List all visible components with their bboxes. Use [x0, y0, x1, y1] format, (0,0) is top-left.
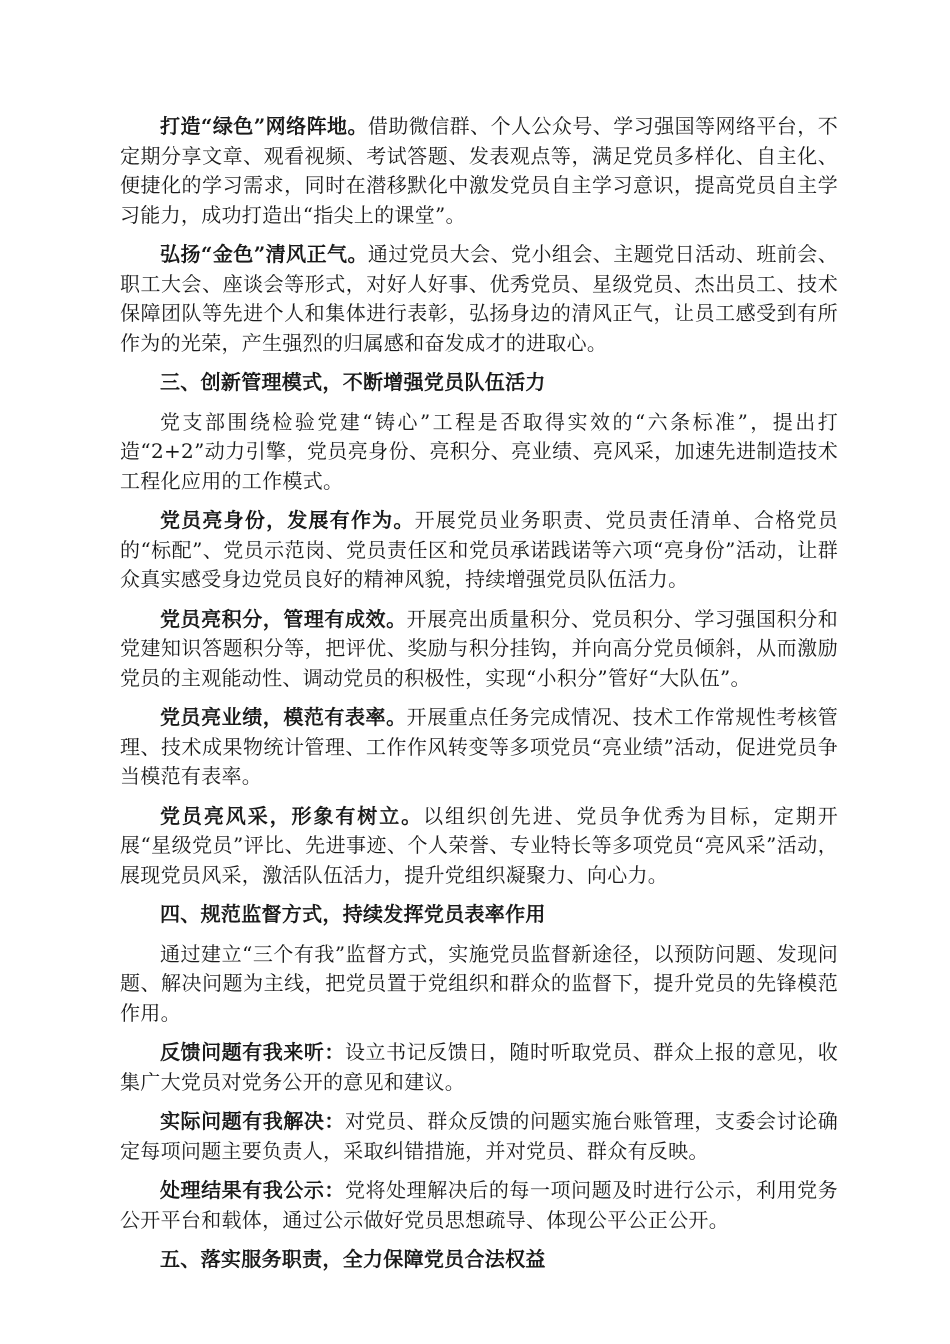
paragraph-result-publicize — [120, 1176, 838, 1235]
paragraph-show-identity — [120, 506, 838, 595]
paragraph-lead: 弘扬“金色”清风正气。 — [160, 242, 368, 266]
paragraph-text: 借助微信群、个人公众号、学习强国等网络平台，不定期分享文章、观看视频、考试答题、发表观点等，满足党员多样化、自主化、便捷化的学习需求，同时在潜移默化中激发党员自主学习意识，提高党员自主学习能力，成功打造出“指尖上的课堂”。 — [120, 114, 838, 227]
paragraph-feedback-listen — [120, 1038, 838, 1097]
paragraph-text: 党将处理解决后的每一项问题及时进行公示，利用党务公开平台和载体，通过公示做好党员思想疏导、体现公平公正公开。 — [120, 1178, 839, 1232]
paragraph-problem-solve — [120, 1107, 838, 1166]
paragraph-text: 开展党员业务职责、党员责任清单、合格党员的“标配”、党员示范岗、党员责任区和党员承诺践诺等六项“亮身份”活动，让群众真实感受身边党员良好的精神风貌，持续增强党员队伍活力。 — [120, 508, 838, 591]
paragraph-six-standards — [120, 408, 838, 497]
paragraph-text: 对党员、群众反馈的问题实施台账管理，支委会讨论确定每项问题主要负责人，采取纠错措施，并对党员、群众有反映。 — [120, 1109, 839, 1163]
paragraph-text: 开展重点任务完成情况、技术工作常规性考核管理、技术成果物统计管理、工作作风转变等多项党员“亮业绩”活动，促进党员争当模范有表率。 — [120, 705, 838, 788]
section-heading-4: 四、规范监督方式，持续发挥党员表率作用 — [160, 902, 546, 926]
paragraph-text: 开展亮出质量积分、党员积分、学习强国积分和党建知识答题积分等，把评优、奖励与积分挂钩，并向高分党员倾斜，从而激励党员的主观能动性、调动党员的积极性，实现“小积分”管好“大队伍”。 — [120, 606, 838, 690]
paragraph-text: 党支部围绕检验党建“铸心”工程是否取得实效的“六条标准”，提出打造“2+2”动力引擎，党员亮身份、亮积分、亮业绩、亮风采，加速先进制造技术工程化应用的工作模式。 — [120, 409, 838, 493]
section-heading-5: 五、落实服务职责，全力保障党员合法权益 — [160, 1247, 546, 1271]
paragraph-lead: 党员亮风采，形象有树立。 — [160, 803, 424, 828]
paragraph-text: 通过建立“三个有我”监督方式，实施党员监督新途径，以预防问题、发现问题、解决问题为主线，把党员置于党组织和群众的监督下，提升党员的先锋模范作用。 — [120, 941, 838, 1025]
paragraph-lead: 党员亮积分，管理有成效。 — [160, 606, 407, 631]
paragraph-golden-integrity — [120, 240, 838, 358]
section-heading-3: 三、创新管理模式，不断增强党员队伍活力 — [160, 370, 546, 394]
paragraph-show-points — [120, 605, 838, 694]
paragraph-text: 通过党员大会、党小组会、主题党日活动、班前会、职工大会、座谈会等形式，对好人好事、优秀党员、星级党员、杰出员工、技术保障团队等先进个人和集体进行表彰，弘扬身边的清风正气，让员工感受到有所作为的光荣，产生强烈的归属感和奋发成才的进取心。 — [120, 242, 838, 355]
paragraph-lead: 党员亮身份，发展有作为。 — [160, 508, 415, 532]
paragraph-lead: 实际问题有我解决： — [160, 1109, 345, 1133]
paragraph-lead: 打造“绿色”网络阵地。 — [160, 114, 368, 138]
paragraph-text: 设立书记反馈日，随时听取党员、群众上报的意见，收集广大党员对党务公开的意见和建议。 — [120, 1040, 839, 1094]
paragraph-lead: 反馈问题有我来听： — [160, 1040, 345, 1064]
paragraph-three-me — [120, 940, 838, 1029]
paragraph-text: 以组织创先进、党员争优秀为目标，定期开展“星级党员”评比、先进事迹、个人荣誉、专业特长等多项党员“亮风采”活动，展现党员风采，激活队伍活力，提升党组织凝聚力、向心力。 — [120, 803, 838, 887]
paragraph-green-network — [120, 112, 838, 230]
document-page — [120, 112, 838, 1285]
paragraph-lead: 党员亮业绩，模范有表率。 — [160, 705, 407, 729]
paragraph-lead: 处理结果有我公示： — [160, 1178, 345, 1202]
paragraph-show-style — [120, 802, 838, 891]
paragraph-show-performance — [120, 703, 838, 792]
